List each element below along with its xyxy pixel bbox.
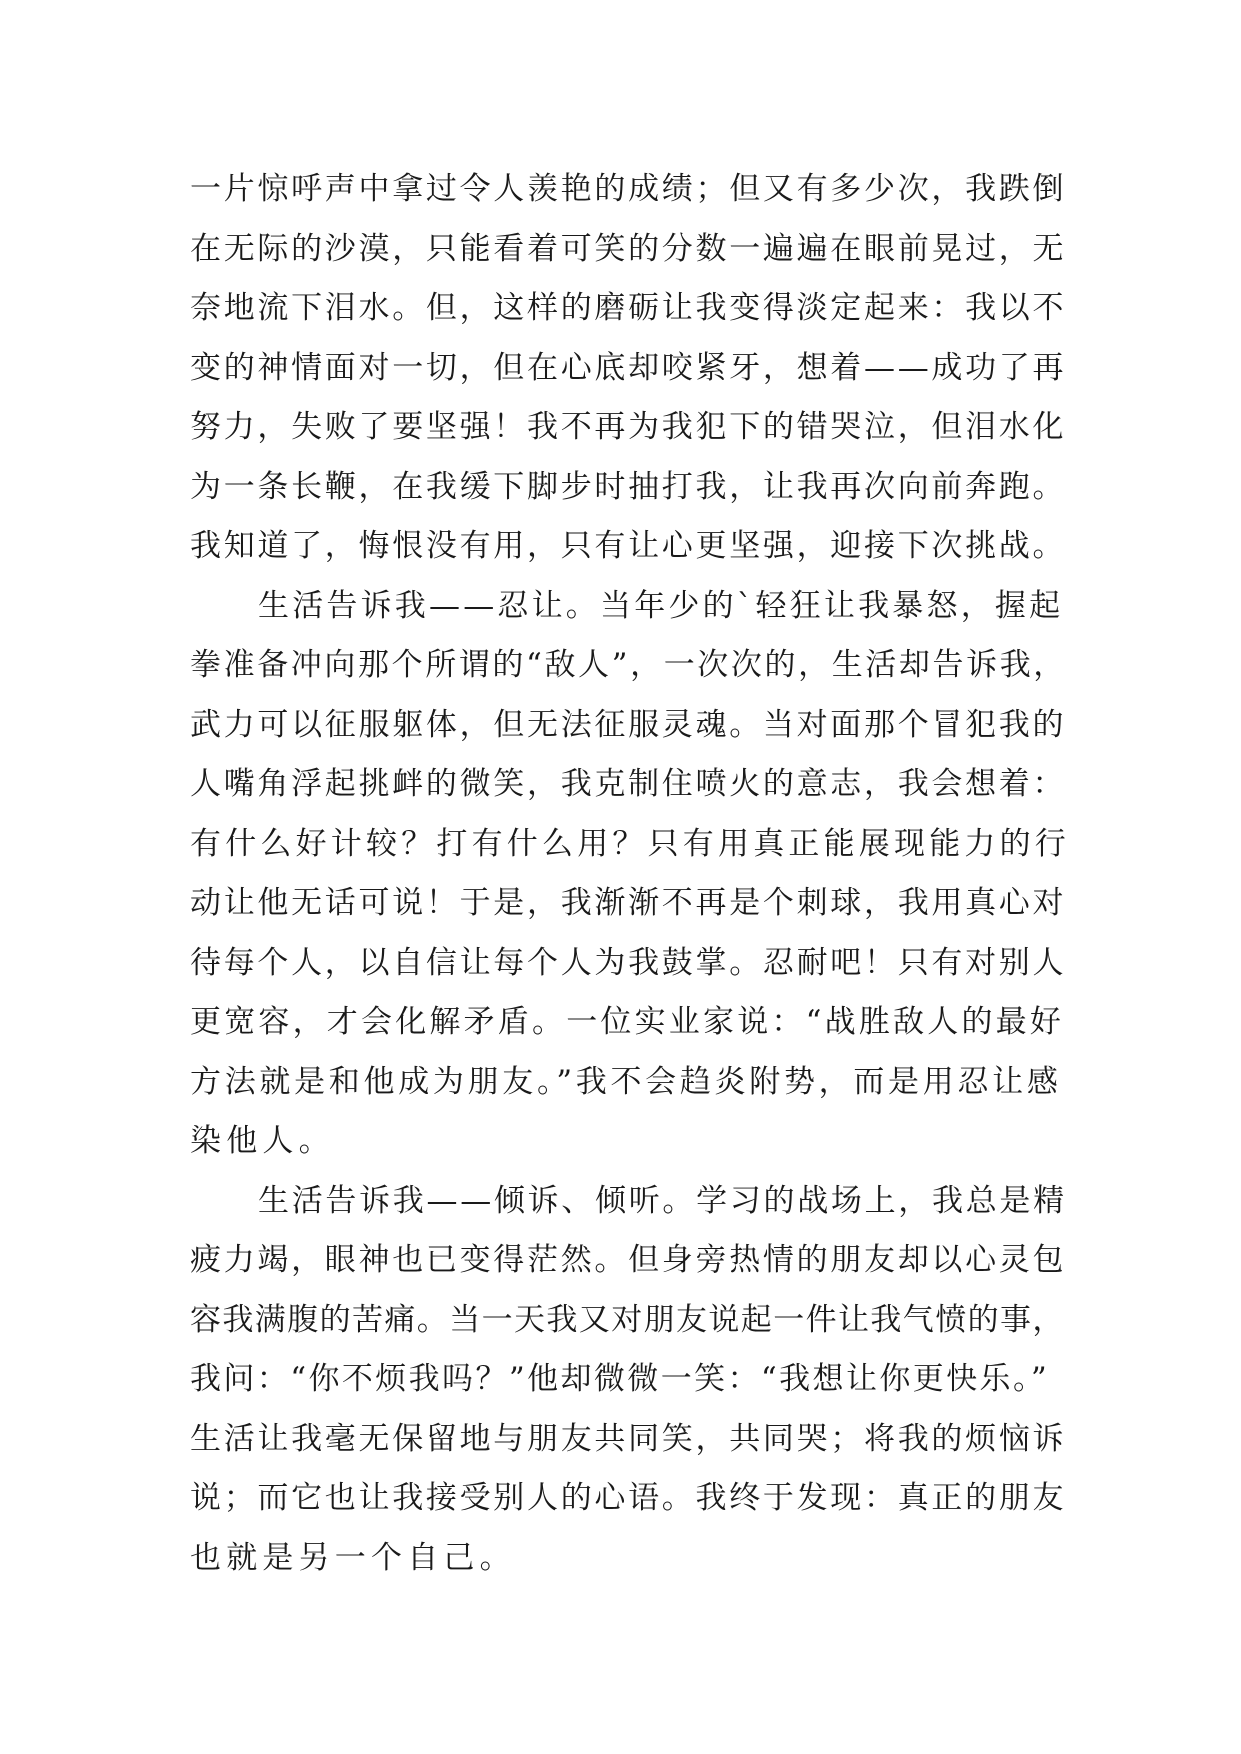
text-line: 方法就是和他成为朋友。”我不会趋炎附势，而是用忍让感 xyxy=(190,1063,1062,1100)
text-line: 更宽容，才会化解矛盾。一位实业家说：“战胜敌人的最好 xyxy=(190,1004,1065,1040)
text-line: 生活让我毫无保留地与朋友共同笑，共同哭；将我的烦恼诉 xyxy=(190,1420,1067,1457)
text-line: 变的神情面对一切，但在心底却咬紧牙，想着——成功了再 xyxy=(190,349,1067,386)
text-line: 人嘴角浮起挑衅的微笑，我克制住喷火的意志，我会想着： xyxy=(190,766,1067,802)
text-line: 染他人。 xyxy=(190,1123,335,1159)
text-line: 我知道了，悔恨没有用，只有让心更坚强，迎接下次挑战。 xyxy=(190,528,1067,564)
text-line: 拳准备冲向那个所谓的“敌人”，一次次的，生活却告诉我， xyxy=(190,647,1067,683)
text-line: 待每个人，以自信让每个人为我鼓掌。忍耐吧！只有对别人 xyxy=(190,944,1067,981)
text-line: 我问：“你不烦我吗？”他却微微一笑：“我想让你更快乐。” xyxy=(190,1361,1050,1397)
text-line: 有什么好计较？打有什么用？只有用真正能展现能力的行 xyxy=(190,825,1070,862)
text-line: 奈地流下泪水。但，这样的磨砺让我变得淡定起来：我以不 xyxy=(190,290,1067,326)
text-line: 说；而它也让我接受别人的心语。我终于发现：真正的朋友 xyxy=(190,1480,1067,1516)
text-line: 为一条长鞭，在我缓下脚步时抽打我，让我再次向前奔跑。 xyxy=(190,468,1067,505)
paragraph-first-line: 生活告诉我——倾诉、倾听。学习的战场上，我总是精 xyxy=(258,1182,1067,1219)
text-line: 疲力竭，眼神也已变得茫然。但身旁热情的朋友却以心灵包 xyxy=(190,1242,1067,1278)
text-line: 武力可以征服躯体，但无法征服灵魂。当对面那个冒犯我的 xyxy=(190,706,1067,743)
text-line: 一片惊呼声中拿过令人羡艳的成绩；但又有多少次，我跌倒 xyxy=(190,171,1067,207)
text-line: 也就是另一个自己。 xyxy=(190,1539,516,1576)
text-line: 在无际的沙漠，只能看着可笑的分数一遍遍在眼前晃过，无 xyxy=(190,230,1067,267)
text-line: 动让他无话可说！于是，我渐渐不再是个刺球，我用真心对 xyxy=(190,885,1067,921)
text-line: 容我满腹的苦痛。当一天我又对朋友说起一件让我气愤的事， xyxy=(190,1301,1065,1338)
paragraph-first-line: 生活告诉我——忍让。当年少的`轻狂让我暴怒，握起 xyxy=(258,587,1064,624)
text-line: 努力，失败了要坚强！我不再为我犯下的错哭泣，但泪水化 xyxy=(190,409,1067,445)
essay-body xyxy=(190,160,1070,1588)
